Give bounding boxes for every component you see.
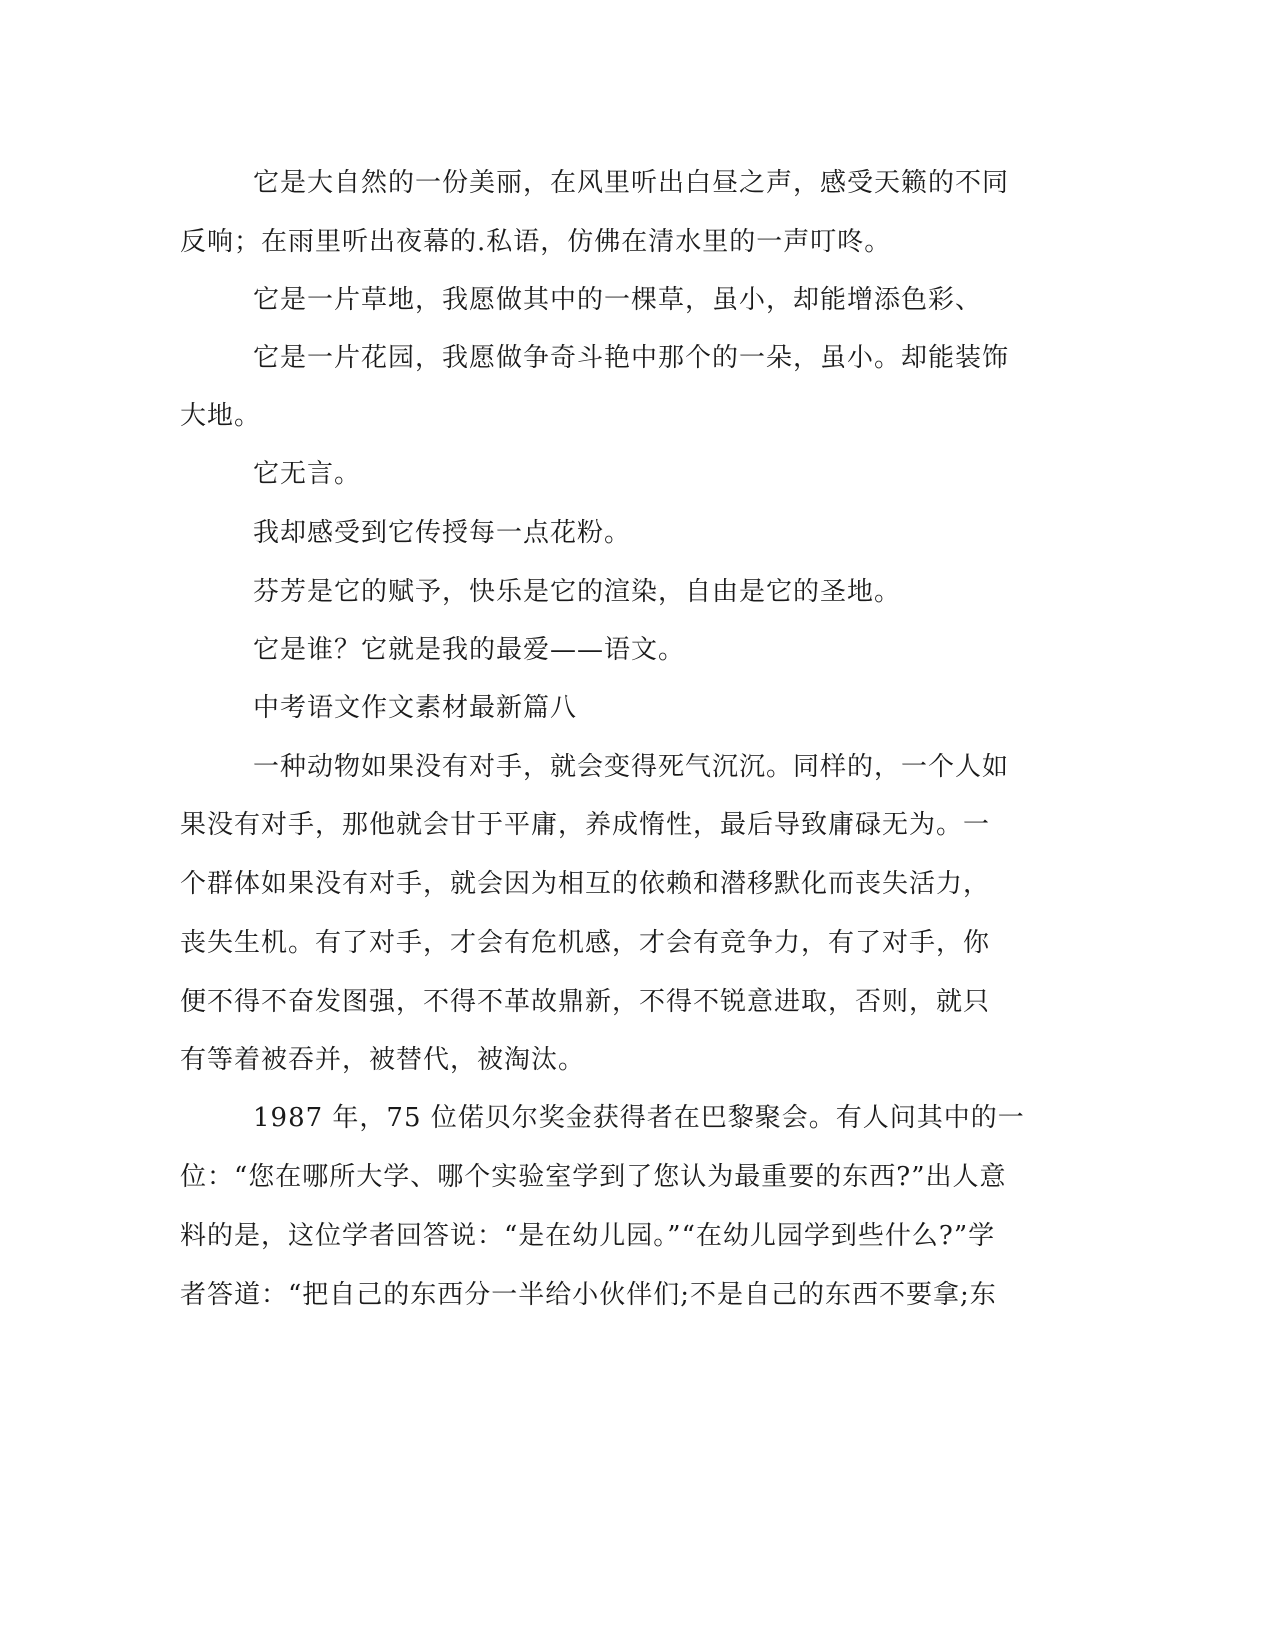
paragraph-line: 者答道：“把自己的东西分一半给小伙伴们;不是自己的东西不要拿;东	[180, 1280, 997, 1310]
paragraph-line: 反响；在雨里听出夜幕的.私语，仿佛在清水里的一声叮咚。	[180, 227, 892, 257]
paragraph-line: 它无言。	[253, 459, 362, 489]
paragraph-line: 位：“您在哪所大学、哪个实验室学到了您认为最重要的东西?”出人意	[180, 1162, 1007, 1192]
paragraph-line: 有等着被吞并，被替代，被淘汰。	[180, 1045, 586, 1075]
paragraph-line: 丧失生机。有了对手，才会有危机感，才会有竞争力，有了对手，你	[180, 928, 991, 958]
paragraph-line: 它是一片草地，我愿做其中的一棵草，虽小，却能增添色彩、	[253, 285, 983, 315]
paragraph-line: 果没有对手，那他就会甘于平庸，养成惰性，最后导致庸碌无为。一	[180, 810, 991, 840]
paragraph-line: 料的是，这位学者回答说：“是在幼儿园。”“在幼儿园学到些什么?”学	[180, 1221, 996, 1251]
paragraph-line: 它是大自然的一份美丽，在风里听出白昼之声，感受天籁的不同	[253, 168, 1010, 198]
paragraph-line: 1987 年，75 位偌贝尔奖金获得者在巴黎聚会。有人问其中的一	[253, 1103, 1025, 1133]
paragraph-line: 大地。	[180, 401, 262, 431]
paragraph-line: 个群体如果没有对手，就会因为相互的依赖和潜移默化而丧失活力，	[180, 869, 991, 899]
paragraph-line: 芬芳是它的赋予，快乐是它的渲染，自由是它的圣地。	[253, 577, 902, 607]
paragraph-line: 它是谁？它就是我的最爱——语文。	[253, 635, 686, 665]
section-heading: 中考语文作文素材最新篇八	[253, 693, 578, 723]
paragraph-line: 我却感受到它传授每一点花粉。	[253, 518, 632, 548]
paragraph-line: 一种动物如果没有对手，就会变得死气沉沉。同样的，一个人如	[253, 752, 1010, 782]
paragraph-line: 它是一片花园，我愿做争奇斗艳中那个的一朵，虽小。却能装饰	[253, 343, 1010, 373]
paragraph-line: 便不得不奋发图强，不得不革故鼎新，不得不锐意进取，否则，就只	[180, 987, 991, 1017]
